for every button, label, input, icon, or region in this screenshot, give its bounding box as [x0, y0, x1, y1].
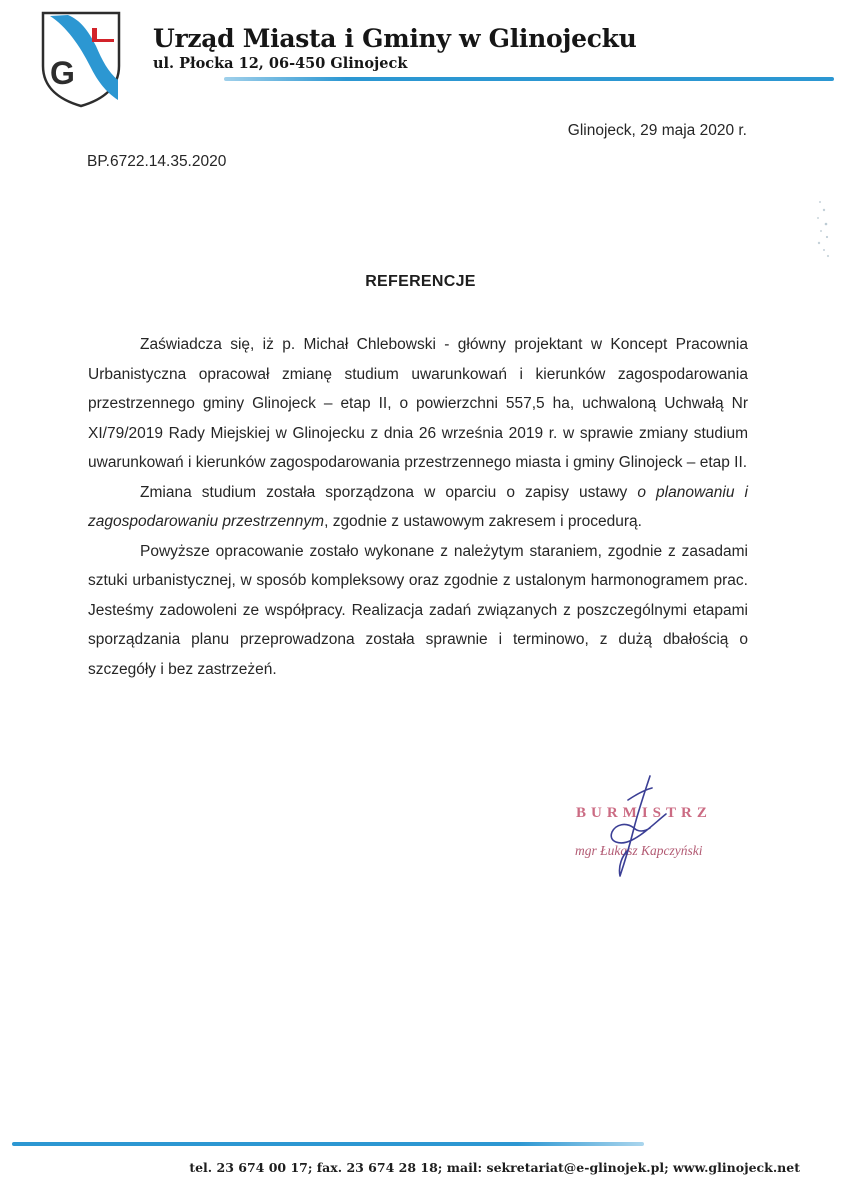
- scan-speckle-mark: [812, 196, 834, 264]
- paragraph-legal-basis-start: Zmiana studium została sporządzona w oparciu o zapisy ustawy: [140, 483, 638, 501]
- stamp-name: mgr Łukasz Kapczyński: [575, 843, 703, 858]
- stamp-title: BURMISTRZ: [576, 805, 712, 821]
- paragraph-certification: Zaświadcza się, iż p. Michał Chlebowski - główny projektant w Koncept Pracownia Urbanistyczna opracował zmianę studium uwarunkowań i kierunków zagospodarowania przestrzennego gminy Glinojeck – etap II, o powierzchni 557,5 ha, uchwaloną Uchwałą Nr XI/79/2019 Rady Miejskiej w Glinojecku z dnia 26 września 2019 r. w sprawie zmiany studium uwarunkowań i kierunków zagospodarowania przestrzennego miasta i gminy Glinojeck – etap II.: [88, 336, 748, 471]
- place-and-date: Glinojeck, 29 maja 2020 r.: [567, 122, 747, 139]
- footer-divider: [12, 1142, 644, 1146]
- coat-of-arms-logo: [40, 10, 122, 108]
- paragraph-legal-basis: [88, 478, 748, 537]
- act-title: o planowaniu i zagospodarowaniu przestrzennym: [88, 483, 749, 530]
- header-divider: [224, 77, 834, 81]
- organization-address: ul. Płocka 12, 06-450 Glinojeck: [153, 55, 408, 72]
- handwritten-signature: [598, 770, 678, 885]
- paragraph-legal-basis-end: , zgodnie z ustawowym zakresem i procedurą.: [324, 513, 642, 530]
- organization-name: Urząd Miasta i Gminy w Glinojecku: [153, 24, 637, 53]
- letter-body: [88, 330, 748, 684]
- footer-contact-info: tel. 23 674 00 17; fax. 23 674 28 18; mail: sekretariat@e-glinojek.pl; www.glinojeck.net: [189, 1160, 800, 1175]
- reference-number: BP.6722.14.35.2020: [87, 153, 227, 170]
- crest-letter: G: [50, 55, 75, 91]
- document-title: REFERENCJE: [365, 273, 476, 290]
- paragraph-evaluation: Powyższe opracowanie zostało wykonane z należytym staraniem, zgodnie z zasadami sztuki urbanistycznej, w sposób kompleksowy oraz zgodnie z ustalonym harmonogramem prac. Jesteśmy zadowoleni ze współpracy. Realizacja zadań związanych z poszczególnymi etapami sporządzania planu przeprowadzona została sprawnie i terminowo, z dużą dbałością o szczegóły i bez zastrzeżeń.: [88, 542, 748, 678]
